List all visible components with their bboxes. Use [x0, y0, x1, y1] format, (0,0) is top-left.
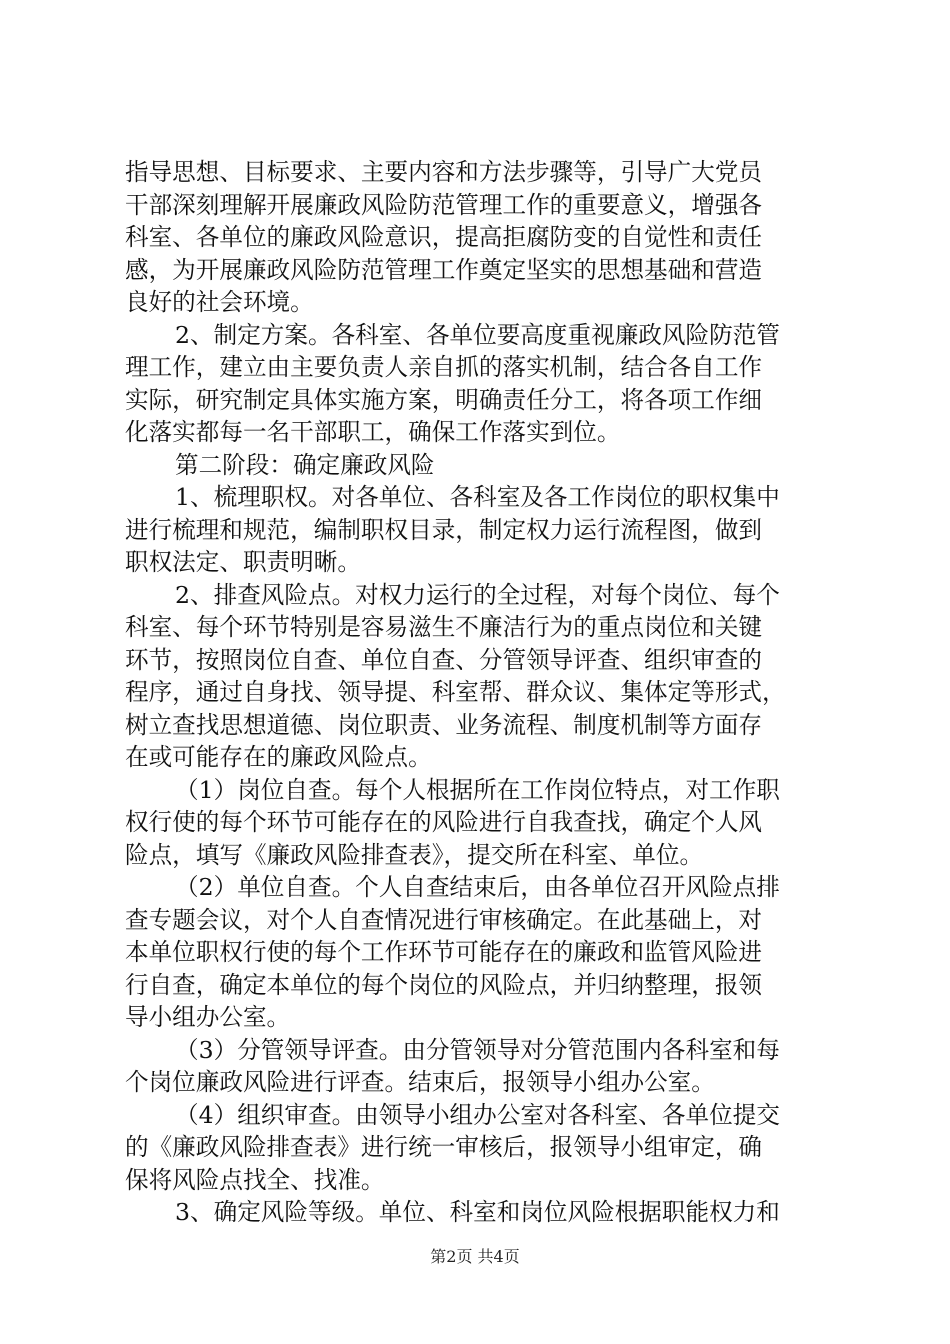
paragraph-line: 的《廉政风险排查表》进行统一审核后，报领导小组审定，确	[125, 1133, 763, 1161]
paragraph-line: 个岗位廉政风险进行评查。结束后，报领导小组办公室。	[125, 1068, 715, 1096]
paragraph-first-line: 1、梳理职权。对各单位、各科室及各工作岗位的职权集中	[175, 483, 780, 511]
paragraph-line: 本单位职权行使的每个工作环节可能存在的廉政和监管风险进	[125, 938, 763, 966]
paragraph-first-line: （2）单位自查。个人自查结束后，由各单位召开风险点排	[175, 873, 780, 901]
paragraph-line: 在或可能存在的廉政风险点。	[125, 743, 432, 771]
paragraph-line: 感，为开展廉政风险防范管理工作奠定坚实的思想基础和营造	[125, 255, 763, 284]
paragraph-line: 理工作，建立由主要负责人亲自抓的落实机制，结合各自工作	[125, 353, 763, 381]
paragraph-first-line: 2、制定方案。各科室、各单位要高度重视廉政风险防范管	[175, 320, 780, 349]
paragraph-line: 干部深刻理解开展廉政风险防范管理工作的重要意义，增强各	[125, 190, 763, 219]
paragraph-line: 实际，研究制定具体实施方案，明确责任分工，将各项工作细	[125, 385, 763, 414]
paragraph-line: 科室、每个环节特别是容易滋生不廉洁行为的重点岗位和关键	[125, 613, 763, 641]
paragraph-first-line: （1）岗位自查。每个人根据所在工作岗位特点，对工作职	[175, 775, 780, 804]
paragraph-first-line: 第二阶段：确定廉政风险	[175, 450, 435, 479]
document-body	[125, 156, 833, 1229]
page-footer: 第2页 共4页	[430, 1247, 520, 1266]
paragraph-line: 险点，填写《廉政风险排查表》，提交所在科室、单位。	[125, 840, 704, 869]
paragraph-line: 权行使的每个环节可能存在的风险进行自我查找，确定个人风	[125, 808, 763, 836]
paragraph-line: 科室、各单位的廉政风险意识，提高拒腐防变的自觉性和责任	[125, 223, 763, 251]
paragraph-line: 树立查找思想道德、岗位职责、业务流程、制度机制等方面存	[125, 710, 763, 739]
paragraph-first-line: 2、排查风险点。对权力运行的全过程，对每个岗位、每个	[175, 580, 780, 609]
paragraph-line: 导小组办公室。	[125, 1003, 291, 1031]
paragraph-line: 程序，通过自身找、领导提、科室帮、群众议、集体定等形式，	[125, 678, 786, 706]
paragraph-line: 保将风险点找全、找准。	[125, 1165, 385, 1194]
paragraph-line: 职权法定、职责明晰。	[125, 548, 361, 576]
paragraph-first-line: （3）分管领导评查。由分管领导对分管范围内各科室和每	[175, 1035, 780, 1064]
paragraph-first-line: 3、确定风险等级。单位、科室和岗位风险根据职能权力和	[175, 1198, 780, 1226]
paragraph-line: 环节，按照岗位自查、单位自查、分管领导评查、组织审查的	[125, 645, 763, 674]
paragraph-first-line: （4）组织审查。由领导小组办公室对各科室、各单位提交	[175, 1100, 780, 1129]
paragraph-line: 良好的社会环境。	[125, 288, 314, 316]
paragraph-line: 进行梳理和规范，编制职权目录，制定权力运行流程图，做到	[125, 515, 763, 544]
paragraph-line: 指导思想、目标要求、主要内容和方法步骤等，引导广大党员	[125, 158, 763, 186]
paragraph-line: 查专题会议，对个人自查情况进行审核确定。在此基础上，对	[125, 905, 763, 934]
paragraph-line: 化落实都每一名干部职工，确保工作落实到位。	[125, 418, 621, 446]
paragraph-line: 行自查，确定本单位的每个岗位的风险点，并归纳整理，报领	[125, 970, 763, 999]
